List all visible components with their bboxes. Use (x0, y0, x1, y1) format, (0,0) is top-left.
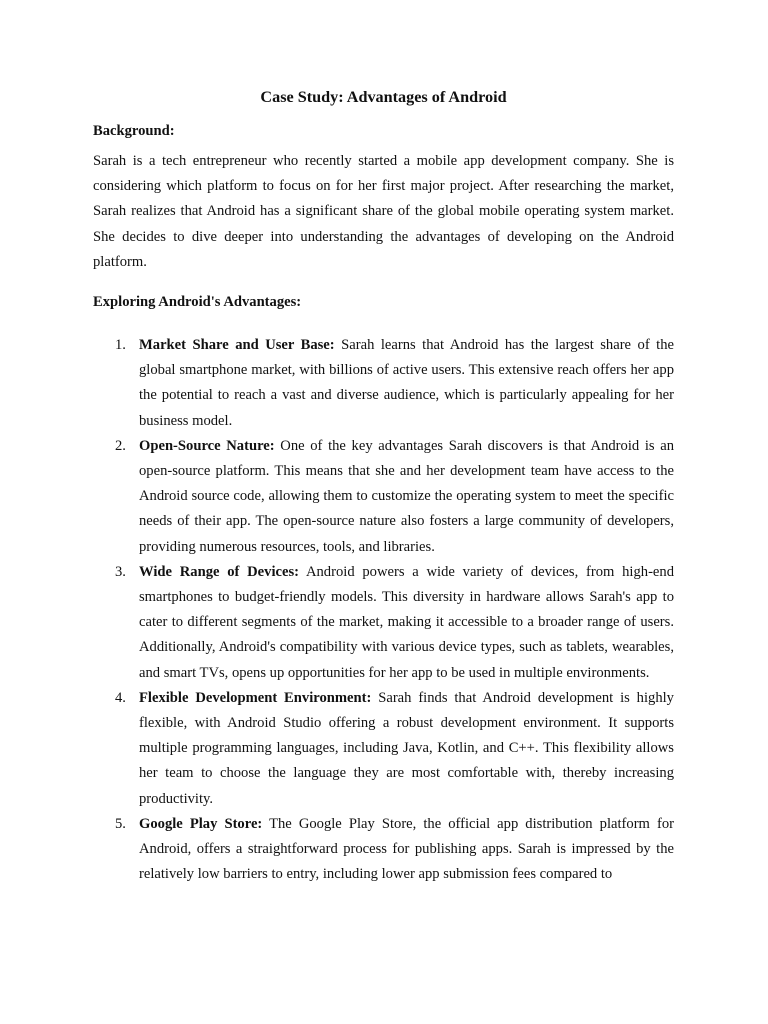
list-item-text: Android powers a wide variety of devices, from high-end smartphones to budget-friendly models. This diversity in hardware allows Sarah's app to cater to different segments of the market, making it accessible to a broader range of users. Additionally, Android's compatibility with various device types, such as tablets, wearables, and smart TVs, opens up opportunities for her app to be used in multiple environments. (139, 563, 675, 681)
list-item-number: 4. (115, 689, 126, 706)
list-item-text: The Google Play Store, the official app distribution platform for Android, offers a straightforward process for publishing apps. Sarah is impressed by the relatively low barriers to entry, including lower app submission fees compared to (139, 815, 674, 883)
list-item (93, 560, 674, 686)
list-item-text: One of the key advantages Sarah discovers is that Android is an open-source platform. This means that she and her development team have access to the Android source code, allowing them to customize the operating system to meet the specific needs of their app. The open-source nature also fosters a large community of developers, providing numerous resources, tools, and libraries. (139, 437, 674, 555)
list-item-text: Sarah finds that Android development is highly flexible, with Android Studio offering a robust development environment. It supports multiple programming languages, including Java, Kotlin, and C++. This flexibility allows her team to choose the language they are most comfortable with, thereby increasing productivity. (139, 689, 674, 807)
background-heading: Background: (93, 123, 175, 139)
list-item-term: Wide Range of Devices: (139, 563, 300, 580)
list-item-term: Open-Source Nature: (139, 437, 275, 454)
list-item-text: Sarah learns that Android has the largest share of the global smartphone market, with billions of active users. This extensive reach offers her app the potential to reach a vast and diverse audience, which is particularly appealing for her business model. (139, 337, 674, 429)
list-item (93, 686, 674, 812)
list-item-number: 5. (115, 815, 126, 832)
advantages-list (93, 333, 674, 887)
list-item (93, 333, 674, 434)
background-paragraph: Sarah is a tech entrepreneur who recently started a mobile app development company. She is considering which platform to focus on for her first major project. After researching the market, Sarah realizes that Android has a significant share of the global mobile operating system market. She decides to dive deeper into understanding the advantages of developing on the Android platform. (93, 153, 674, 270)
list-item-number: 3. (115, 563, 126, 580)
list-item (93, 812, 674, 888)
list-item-term: Google Play Store: (139, 815, 263, 832)
list-item-number: 1. (115, 337, 126, 354)
document-title: Case Study: Advantages of Android (260, 88, 507, 106)
list-item (93, 434, 674, 560)
list-item-term: Flexible Development Environment: (139, 689, 372, 706)
list-item-number: 2. (115, 437, 126, 454)
advantages-heading: Exploring Android's Advantages: (93, 294, 302, 311)
document-page (93, 86, 674, 887)
list-item-term: Market Share and User Base: (139, 337, 335, 354)
